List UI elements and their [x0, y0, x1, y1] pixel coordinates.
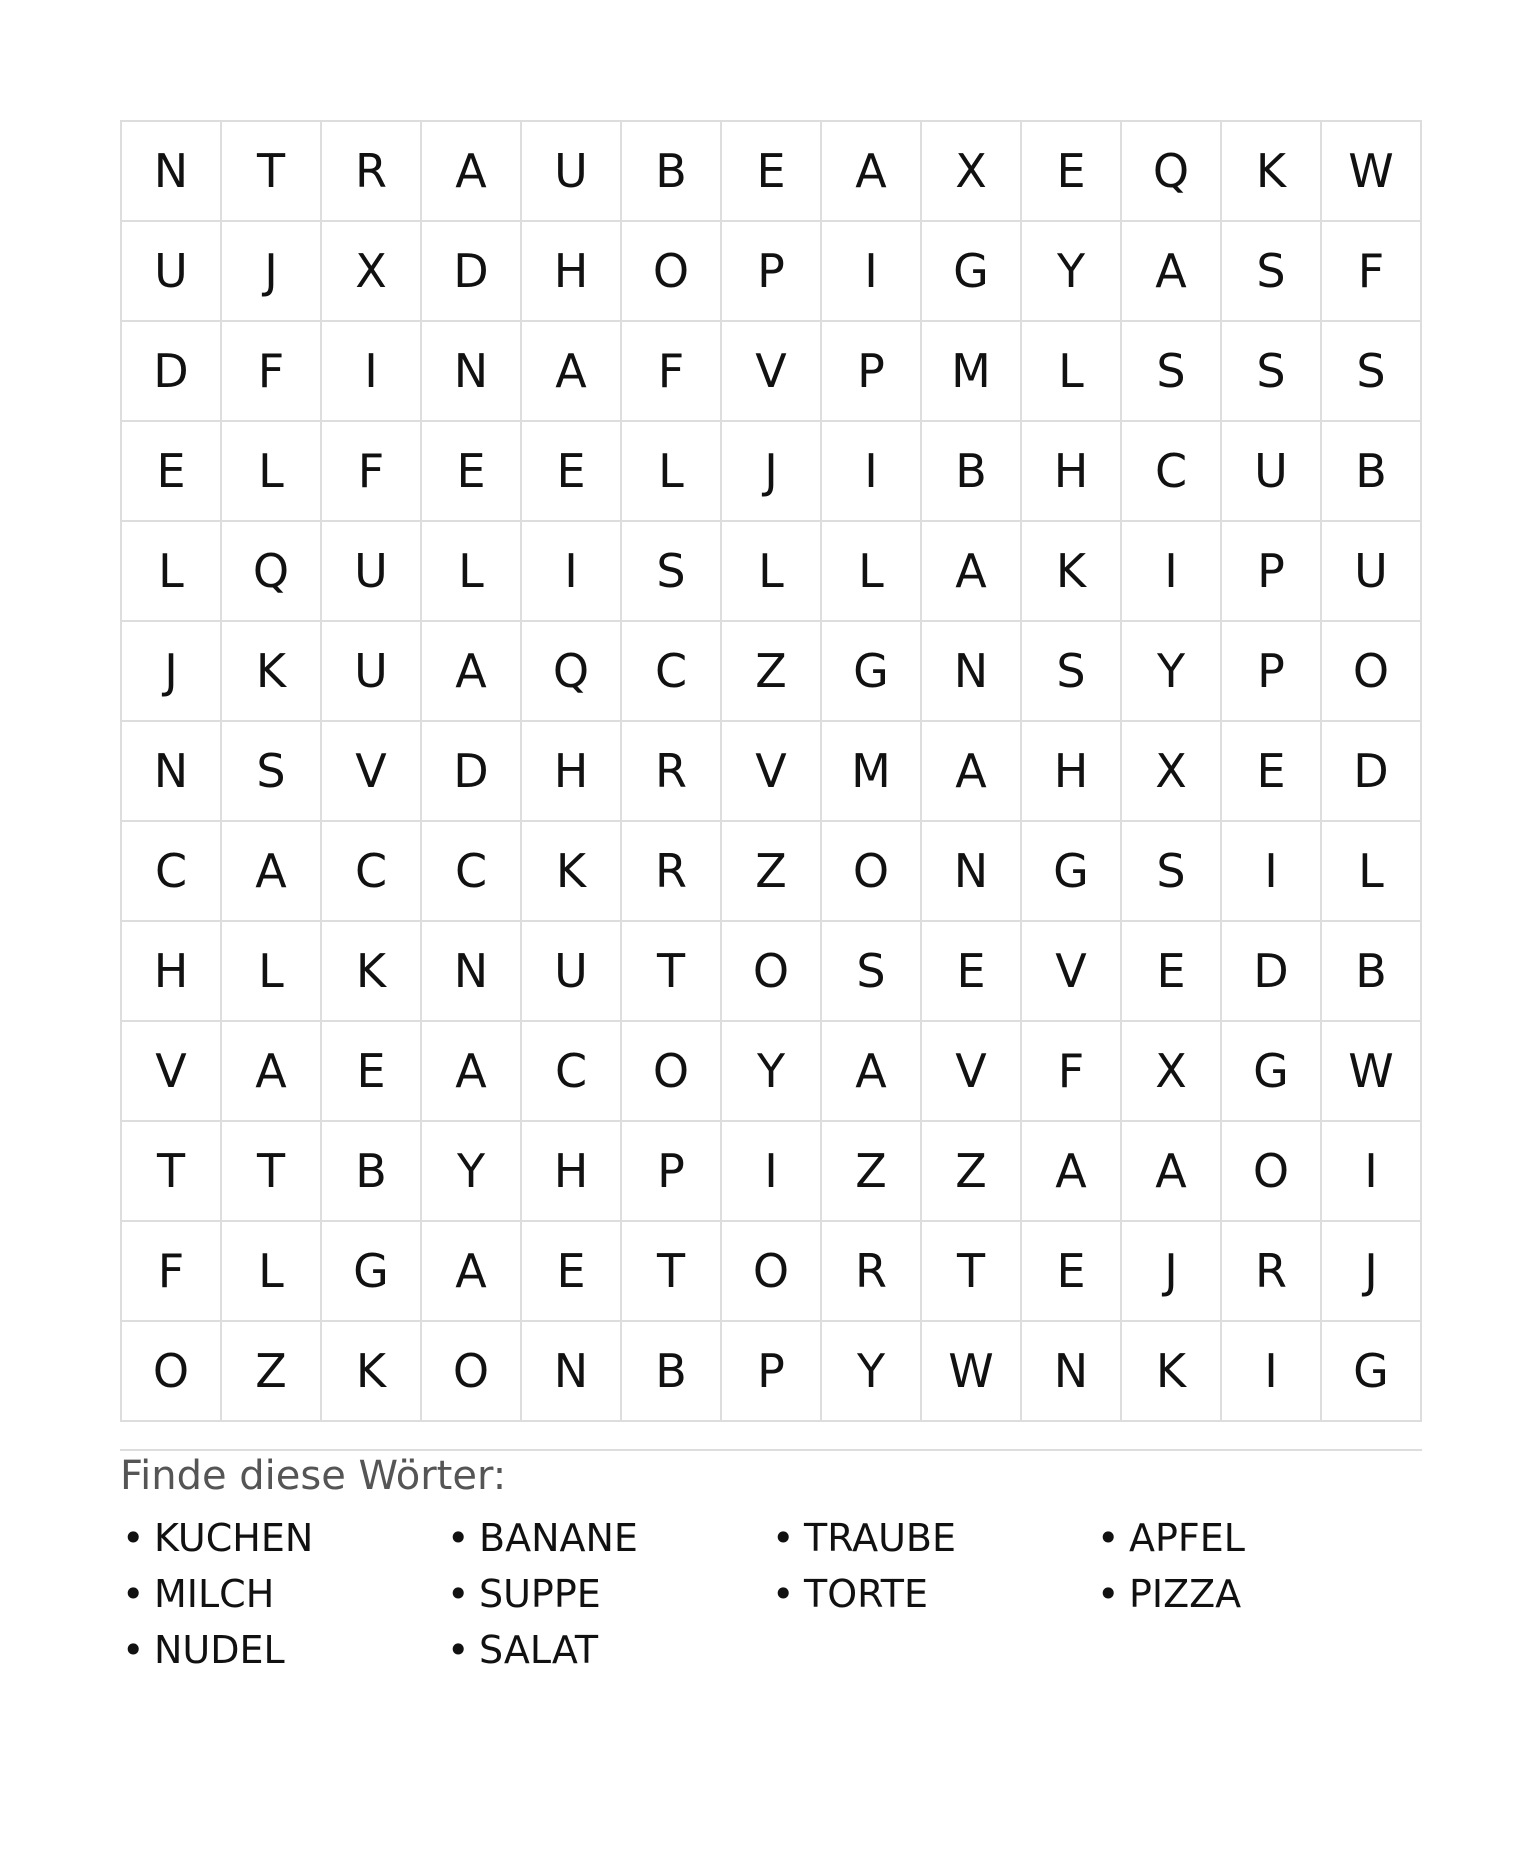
grid-cell[interactable]: A	[422, 622, 522, 722]
grid-cell[interactable]: F	[222, 322, 322, 422]
grid-cell[interactable]: W	[922, 1322, 1022, 1422]
grid-cell[interactable]: G	[1222, 1022, 1322, 1122]
grid-cell[interactable]: G	[322, 1222, 422, 1322]
word-text: PIZZA	[1129, 1572, 1242, 1616]
word-list-item	[1097, 1566, 1422, 1622]
grid-cell[interactable]: R	[322, 122, 422, 222]
grid-cell[interactable]: A	[1122, 222, 1222, 322]
grid-cell[interactable]: K	[522, 822, 622, 922]
grid-cell[interactable]: G	[922, 222, 1022, 322]
grid-cell[interactable]: I	[722, 1122, 822, 1222]
grid-cell[interactable]: U	[1222, 422, 1322, 522]
grid-cell[interactable]: U	[522, 922, 622, 1022]
word-text: MILCH	[154, 1572, 275, 1616]
grid-cell[interactable]: L	[1322, 822, 1422, 922]
grid-cell[interactable]: D	[1322, 722, 1422, 822]
grid-cell[interactable]: B	[922, 422, 1022, 522]
grid-cell[interactable]: J	[122, 622, 222, 722]
grid-cell[interactable]: K	[1022, 522, 1122, 622]
word-list-item	[772, 1566, 1097, 1622]
grid-cell[interactable]: I	[322, 322, 422, 422]
grid-cell[interactable]: N	[122, 122, 222, 222]
grid-cell[interactable]: I	[822, 222, 922, 322]
grid-cell[interactable]: L	[722, 522, 822, 622]
grid-cell[interactable]: I	[1222, 1322, 1322, 1422]
grid-cell[interactable]: X	[322, 222, 422, 322]
grid-cell[interactable]: N	[422, 322, 522, 422]
grid-cell[interactable]: S	[1222, 322, 1322, 422]
grid-cell[interactable]: P	[822, 322, 922, 422]
grid-cell[interactable]: B	[622, 1322, 722, 1422]
grid-cell[interactable]: J	[1122, 1222, 1222, 1322]
grid-cell[interactable]: B	[1322, 922, 1422, 1022]
grid-cell[interactable]: Z	[222, 1322, 322, 1422]
grid-cell[interactable]: D	[122, 322, 222, 422]
grid-cell[interactable]: N	[122, 722, 222, 822]
grid-cell[interactable]: R	[822, 1222, 922, 1322]
grid-cell[interactable]: F	[1022, 1022, 1122, 1122]
grid-cell[interactable]: J	[722, 422, 822, 522]
grid-cell[interactable]: T	[622, 922, 722, 1022]
grid-cell[interactable]: P	[622, 1122, 722, 1222]
grid-cell[interactable]: D	[422, 222, 522, 322]
grid-cell[interactable]: F	[1322, 222, 1422, 322]
grid-cell[interactable]: S	[822, 922, 922, 1022]
grid-cell[interactable]: V	[922, 1022, 1022, 1122]
grid-cell[interactable]: U	[322, 622, 422, 722]
grid-cell[interactable]: A	[822, 1022, 922, 1122]
grid-cell[interactable]: S	[1122, 322, 1222, 422]
word-text: NUDEL	[154, 1628, 285, 1672]
grid-cell[interactable]: P	[722, 222, 822, 322]
grid-cell[interactable]: F	[622, 322, 722, 422]
grid-cell[interactable]: S	[222, 722, 322, 822]
grid-cell[interactable]: Y	[822, 1322, 922, 1422]
grid-cell[interactable]: T	[222, 1122, 322, 1222]
grid-cell[interactable]: M	[822, 722, 922, 822]
grid-cell[interactable]: U	[1322, 522, 1422, 622]
grid-cell[interactable]: O	[722, 1222, 822, 1322]
grid-cell[interactable]: L	[622, 422, 722, 522]
grid-cell[interactable]: A	[222, 1022, 322, 1122]
grid-cell[interactable]: V	[1022, 922, 1122, 1022]
grid-cell[interactable]: E	[1022, 122, 1122, 222]
grid-cell[interactable]: Z	[822, 1122, 922, 1222]
grid-cell[interactable]: E	[722, 122, 822, 222]
bullet-icon: •	[447, 1628, 470, 1672]
grid-cell[interactable]: K	[1222, 122, 1322, 222]
grid-cell[interactable]: L	[222, 422, 322, 522]
grid-cell[interactable]: A	[422, 1022, 522, 1122]
grid-cell[interactable]: B	[1322, 422, 1422, 522]
grid-cell[interactable]: E	[1122, 922, 1222, 1022]
grid-cell[interactable]: T	[922, 1222, 1022, 1322]
grid-cell[interactable]: W	[1322, 122, 1422, 222]
grid-cell[interactable]: P	[722, 1322, 822, 1422]
grid-cell[interactable]: A	[222, 822, 322, 922]
grid-cell[interactable]: Q	[1122, 122, 1222, 222]
grid-cell[interactable]: Q	[222, 522, 322, 622]
grid-cell[interactable]: S	[1222, 222, 1322, 322]
word-text: TRAUBE	[804, 1516, 956, 1560]
grid-cell[interactable]: L	[222, 922, 322, 1022]
grid-cell[interactable]: H	[522, 722, 622, 822]
bullet-icon: •	[122, 1628, 145, 1672]
grid-cell[interactable]: T	[122, 1122, 222, 1222]
grid-cell[interactable]: N	[422, 922, 522, 1022]
word-list	[122, 1510, 1422, 1678]
grid-cell[interactable]: H	[122, 922, 222, 1022]
word-list-item	[122, 1622, 447, 1678]
bullet-icon: •	[1097, 1516, 1120, 1560]
grid-cell[interactable]: E	[1222, 722, 1322, 822]
grid-cell[interactable]: X	[922, 122, 1022, 222]
grid-cell[interactable]: I	[522, 522, 622, 622]
grid-cell[interactable]: B	[322, 1122, 422, 1222]
word-search-grid	[120, 120, 1422, 1422]
grid-cell[interactable]: N	[522, 1322, 622, 1422]
grid-cell[interactable]: D	[1222, 922, 1322, 1022]
grid-cell[interactable]: Z	[722, 622, 822, 722]
grid-cell[interactable]: T	[622, 1222, 722, 1322]
grid-cell[interactable]: K	[322, 922, 422, 1022]
grid-cell[interactable]: U	[522, 122, 622, 222]
word-list-item	[772, 1510, 1097, 1566]
grid-cell[interactable]: A	[922, 522, 1022, 622]
grid-cell[interactable]: P	[1222, 622, 1322, 722]
grid-cell[interactable]: E	[1022, 1222, 1122, 1322]
grid-cell[interactable]: Y	[422, 1122, 522, 1222]
grid-cell[interactable]: V	[122, 1022, 222, 1122]
grid-cell[interactable]: P	[1222, 522, 1322, 622]
grid-cell[interactable]: O	[1322, 622, 1422, 722]
grid-cell[interactable]: F	[122, 1222, 222, 1322]
grid-cell[interactable]: E	[122, 422, 222, 522]
grid-cell[interactable]: H	[1022, 422, 1122, 522]
grid-cell[interactable]: I	[1122, 522, 1222, 622]
grid-cell[interactable]: I	[1222, 822, 1322, 922]
word-text: TORTE	[804, 1572, 928, 1616]
grid-cell[interactable]: A	[922, 722, 1022, 822]
grid-cell[interactable]: C	[522, 1022, 622, 1122]
bullet-icon: •	[1097, 1572, 1120, 1616]
grid-cell[interactable]: R	[1222, 1222, 1322, 1322]
grid-cell[interactable]: E	[522, 1222, 622, 1322]
grid-cell[interactable]: O	[422, 1322, 522, 1422]
grid-cell[interactable]: O	[122, 1322, 222, 1422]
grid-cell[interactable]: C	[122, 822, 222, 922]
grid-cell[interactable]: E	[422, 422, 522, 522]
grid-cell[interactable]: F	[322, 422, 422, 522]
grid-cell[interactable]: E	[522, 422, 622, 522]
grid-cell[interactable]: O	[1222, 1122, 1322, 1222]
bullet-icon: •	[772, 1572, 795, 1616]
grid-cell[interactable]: Y	[1122, 622, 1222, 722]
grid-cell[interactable]: E	[322, 1022, 422, 1122]
word-list-item	[1097, 1510, 1422, 1566]
grid-cell[interactable]: E	[922, 922, 1022, 1022]
grid-cell[interactable]: I	[1322, 1122, 1422, 1222]
grid-cell[interactable]: O	[622, 1022, 722, 1122]
grid-cell[interactable]: B	[622, 122, 722, 222]
grid-cell[interactable]: I	[822, 422, 922, 522]
grid-cell[interactable]: N	[1022, 1322, 1122, 1422]
grid-cell[interactable]: V	[722, 722, 822, 822]
word-list-item	[447, 1566, 772, 1622]
bullet-icon: •	[447, 1516, 470, 1560]
grid-cell[interactable]: J	[1322, 1222, 1422, 1322]
divider	[120, 1449, 1422, 1451]
grid-cell[interactable]: X	[1122, 722, 1222, 822]
grid-cell[interactable]: U	[122, 222, 222, 322]
grid-cell[interactable]: K	[322, 1322, 422, 1422]
grid-cell[interactable]: V	[322, 722, 422, 822]
grid-cell[interactable]: Y	[1022, 222, 1122, 322]
grid-cell[interactable]: O	[822, 822, 922, 922]
grid-cell[interactable]: H	[522, 1122, 622, 1222]
grid-cell[interactable]: H	[1022, 722, 1122, 822]
bullet-icon: •	[772, 1516, 795, 1560]
grid-cell[interactable]: A	[422, 1222, 522, 1322]
grid-cell[interactable]: A	[822, 122, 922, 222]
grid-cell[interactable]: M	[922, 322, 1022, 422]
grid-cell[interactable]: G	[1322, 1322, 1422, 1422]
word-list-item	[447, 1510, 772, 1566]
grid-cell[interactable]: R	[622, 822, 722, 922]
grid-cell[interactable]: A	[1122, 1122, 1222, 1222]
word-list-heading: Finde diese Wörter:	[120, 1453, 507, 1499]
grid-cell[interactable]: Y	[722, 1022, 822, 1122]
grid-cell[interactable]: L	[122, 522, 222, 622]
word-list-item	[447, 1622, 772, 1678]
word-list-item	[122, 1566, 447, 1622]
grid-cell[interactable]: J	[222, 222, 322, 322]
grid-cell[interactable]: T	[222, 122, 322, 222]
grid-cell[interactable]: L	[422, 522, 522, 622]
word-text: APFEL	[1129, 1516, 1245, 1560]
grid-cell[interactable]: L	[822, 522, 922, 622]
grid-cell[interactable]: A	[422, 122, 522, 222]
grid-cell[interactable]: C	[322, 822, 422, 922]
grid-cell[interactable]: U	[322, 522, 422, 622]
grid-cell[interactable]: Z	[722, 822, 822, 922]
grid-cell[interactable]: O	[622, 222, 722, 322]
grid-cell[interactable]: R	[622, 722, 722, 822]
grid-cell[interactable]: H	[522, 222, 622, 322]
grid-cell[interactable]: L	[1022, 322, 1122, 422]
word-list-item	[122, 1510, 447, 1566]
grid-cell[interactable]: G	[1022, 822, 1122, 922]
grid-cell[interactable]: N	[922, 822, 1022, 922]
bullet-icon: •	[447, 1572, 470, 1616]
grid-cell[interactable]: Z	[922, 1122, 1022, 1222]
grid-cell[interactable]: C	[622, 622, 722, 722]
grid-cell[interactable]: X	[1122, 1022, 1222, 1122]
bullet-icon: •	[122, 1516, 145, 1560]
word-text: BANANE	[479, 1516, 638, 1560]
grid-cell[interactable]: S	[1322, 322, 1422, 422]
grid-cell[interactable]: Q	[522, 622, 622, 722]
grid-cell[interactable]: K	[1122, 1322, 1222, 1422]
grid-cell[interactable]: K	[222, 622, 322, 722]
grid-cell[interactable]: A	[1022, 1122, 1122, 1222]
word-text: SALAT	[479, 1628, 599, 1672]
bullet-icon: •	[122, 1572, 145, 1616]
grid-cell[interactable]: C	[422, 822, 522, 922]
grid-cell[interactable]: C	[1122, 422, 1222, 522]
grid-cell[interactable]: G	[822, 622, 922, 722]
grid-cell[interactable]: A	[522, 322, 622, 422]
grid-cell[interactable]: L	[222, 1222, 322, 1322]
grid-cell[interactable]: S	[622, 522, 722, 622]
grid-cell[interactable]: N	[922, 622, 1022, 722]
grid-cell[interactable]: S	[1122, 822, 1222, 922]
word-text: SUPPE	[479, 1572, 601, 1616]
grid-cell[interactable]: W	[1322, 1022, 1422, 1122]
grid-cell[interactable]: S	[1022, 622, 1122, 722]
grid-cell[interactable]: O	[722, 922, 822, 1022]
grid-cell[interactable]: D	[422, 722, 522, 822]
word-text: KUCHEN	[154, 1516, 314, 1560]
grid-cell[interactable]: V	[722, 322, 822, 422]
